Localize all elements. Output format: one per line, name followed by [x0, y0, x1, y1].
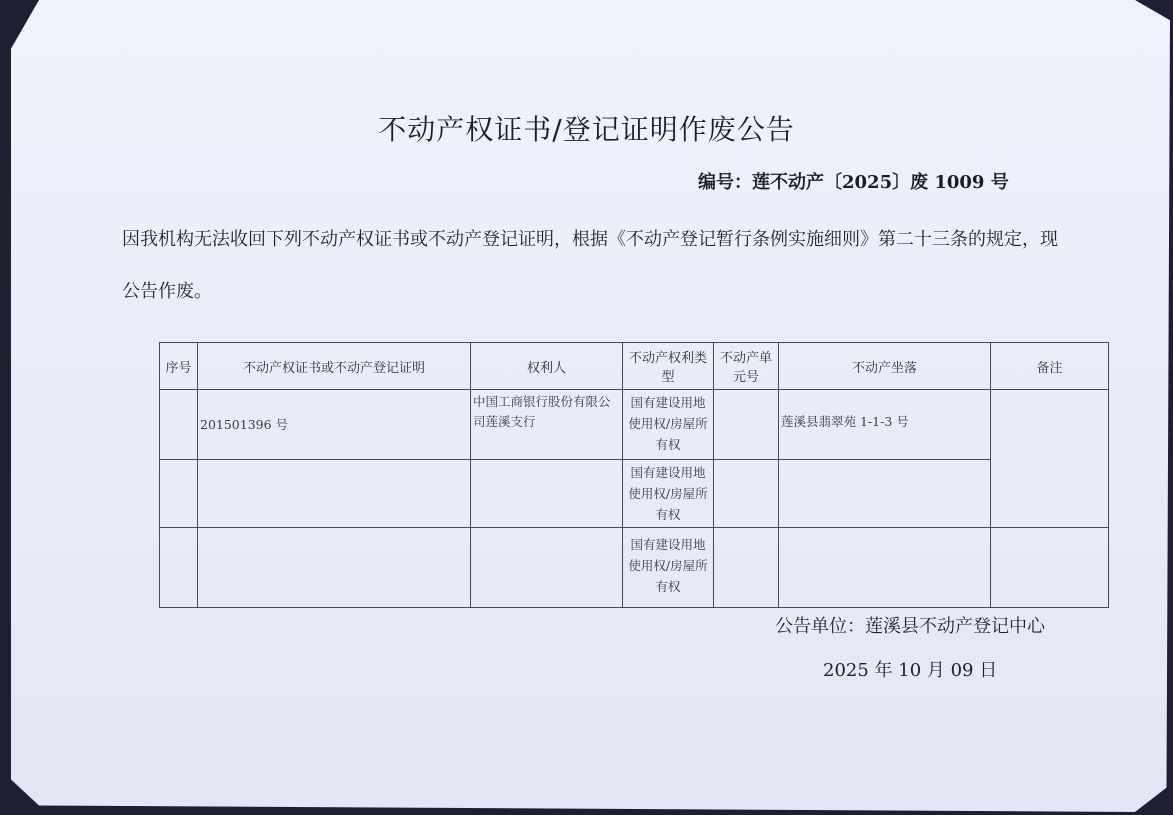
cell-right-type: 国有建设用地使用权/房屋所有权	[623, 460, 714, 528]
cell-holder	[471, 528, 623, 608]
cell-unit	[714, 460, 779, 528]
cell-cert	[198, 528, 471, 608]
header-holder: 权利人	[471, 343, 623, 390]
table-row	[160, 390, 1109, 460]
header-remark: 备注	[991, 343, 1109, 390]
header-cert: 不动产权证书或不动产登记证明	[198, 343, 471, 390]
header-location: 不动产坐落	[779, 343, 991, 390]
cell-right-type: 国有建设用地使用权/房屋所有权	[623, 390, 714, 460]
cell-holder	[471, 460, 623, 528]
cell-location: 莲溪县翡翠苑 1-1-3 号	[779, 390, 991, 460]
table-row	[160, 460, 1109, 528]
cell-location	[779, 460, 991, 528]
cell-seq	[160, 460, 198, 528]
cell-remark	[991, 390, 1109, 528]
cell-cert	[198, 460, 471, 528]
cell-location	[779, 528, 991, 608]
document-title: 不动产权证书/登记证明作废公告	[378, 113, 795, 146]
header-right-type: 不动产权利类型	[623, 343, 714, 390]
cell-seq	[160, 528, 198, 608]
header-seq: 序号	[160, 343, 198, 390]
cell-holder: 中国工商银行股份有限公司莲溪支行	[471, 390, 623, 460]
table-header-row	[160, 343, 1109, 390]
document-body: 因我机构无法收回下列不动产权证书或不动产登记证明，根据《不动产登记暂行条例实施细则》第二十三条的规定，现公告作废。	[122, 229, 1058, 302]
table-row	[160, 528, 1109, 608]
issuing-unit: 公告单位：莲溪县不动产登记中心	[775, 616, 1045, 637]
cell-cert: 201501396 号	[198, 390, 471, 460]
cell-unit	[714, 528, 779, 608]
document-number: 编号：莲不动产〔2025〕废 1009 号	[698, 172, 1009, 193]
cell-unit	[714, 390, 779, 460]
void-notice-table	[159, 342, 1109, 608]
cell-right-type: 国有建设用地使用权/房屋所有权	[623, 528, 714, 608]
cell-remark	[991, 528, 1109, 608]
cell-seq	[160, 390, 198, 460]
header-unit: 不动产单元号	[714, 343, 779, 390]
issue-date: 2025 年 10 月 09 日	[823, 660, 998, 681]
